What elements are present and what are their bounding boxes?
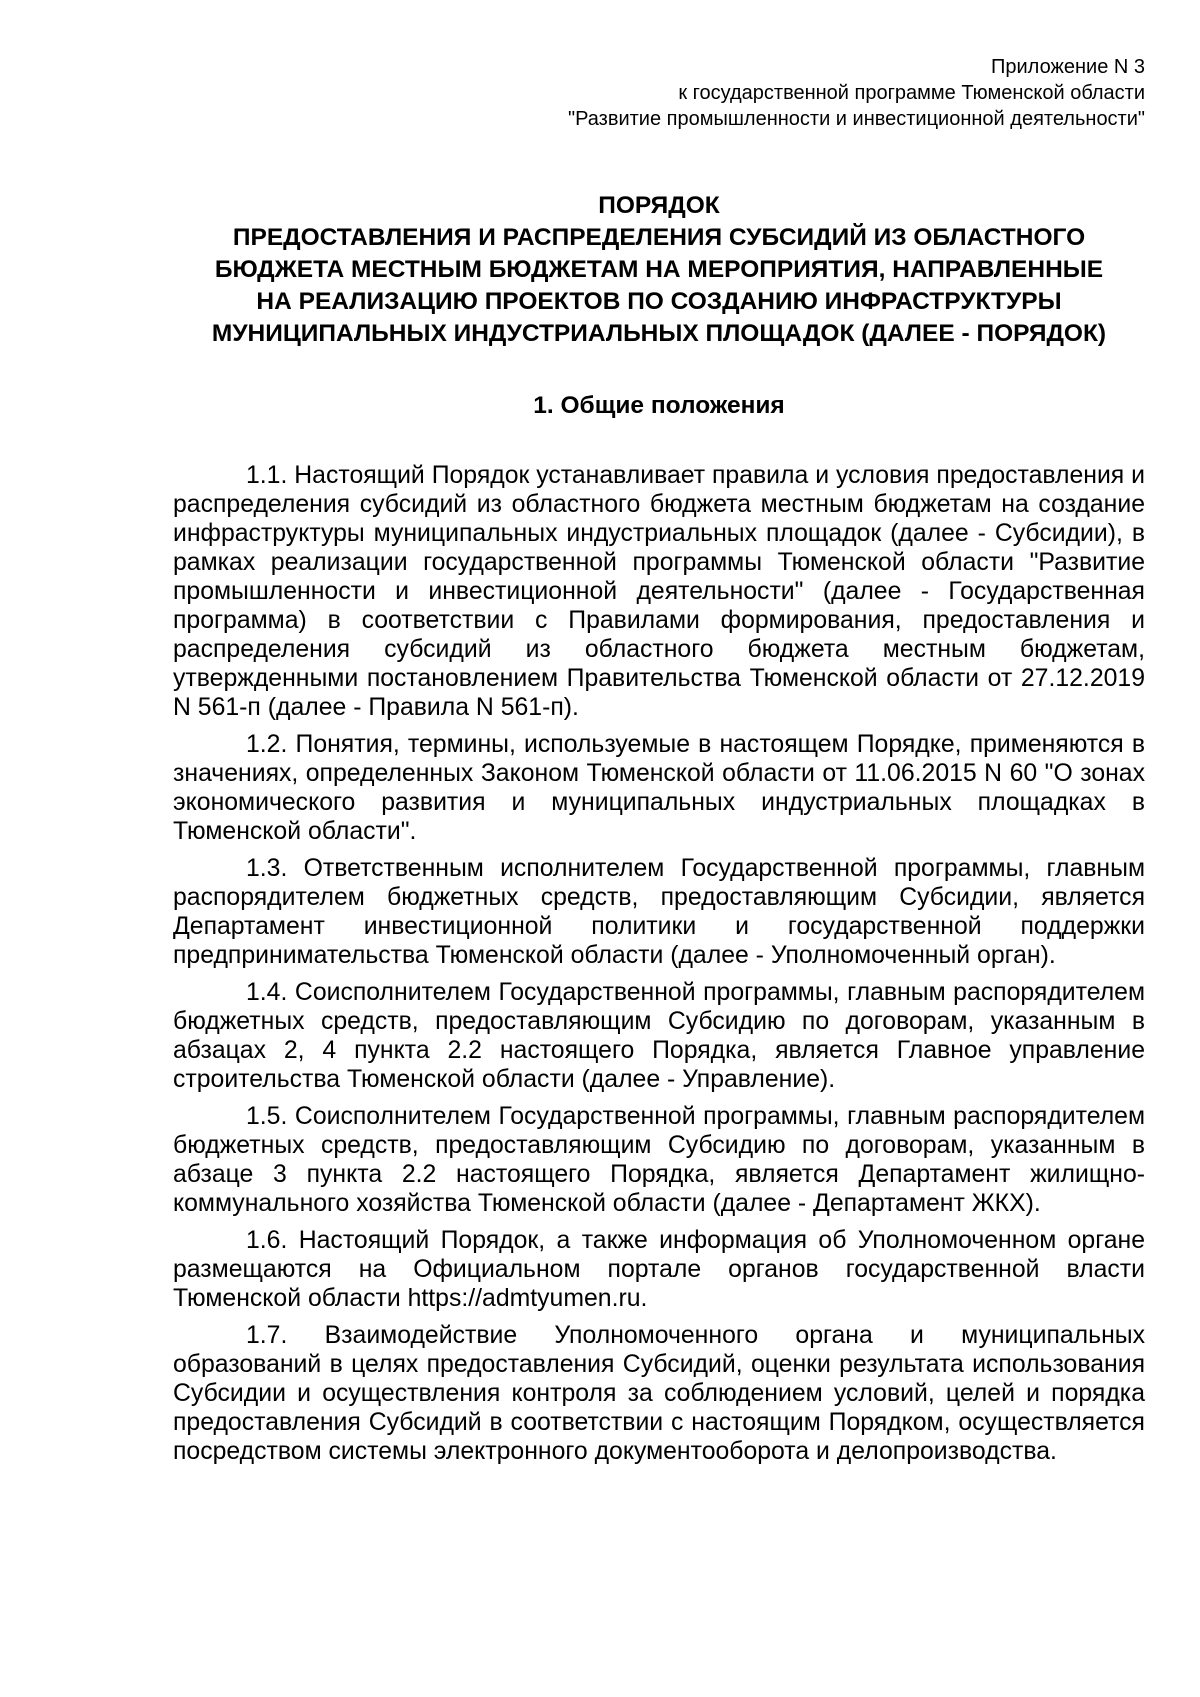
- title-line-5: МУНИЦИПАЛЬНЫХ ИНДУСТРИАЛЬНЫХ ПЛОЩАДОК (ДАЛЕЕ - ПОРЯДОК): [211, 320, 1107, 347]
- paragraph-1-7: 1.7. Взаимодействие Уполномоченного органа и муниципальных образований в целях предоставления Субсидий, оценки результата использования Субсидии и осуществления контроля за соблюдением условий, целей и порядка предоставления Субсидий в соответствии с настоящим Порядком, осуществляется посредством системы электронного документооборота и делопроизводства.: [173, 1322, 1145, 1465]
- appendix-line-2: к государственной программе Тюменской области: [678, 82, 1145, 104]
- document-title: [173, 190, 1145, 350]
- paragraph-1-6: 1.6. Настоящий Порядок, а также информация об Уполномоченном органе размещаются на Официальном портале органов государственной власти Тюменской области https://admtyumen.ru.: [173, 1227, 1145, 1312]
- paragraph-1-3: 1.3. Ответственным исполнителем Государственной программы, главным распорядителем бюджетных средств, предоставляющим Субсидии, является Департамент инвестиционной политики и государственной поддержки предпринимательства Тюменской области (далее - Уполномоченный орган).: [173, 855, 1145, 969]
- paragraph-1-2: 1.2. Понятия, термины, используемые в настоящем Порядке, применяются в значениях, определенных Законом Тюменской области от 11.06.2015 N 60 "О зонах экономического развития и муниципальных индустриальных площадках в Тюменской области".: [173, 731, 1145, 845]
- section-heading: 1. Общие положения: [533, 392, 785, 419]
- paragraph-1-1: 1.1. Настоящий Порядок устанавливает правила и условия предоставления и распределения субсидий из областного бюджета местным бюджетам на создание инфраструктуры муниципальных индустриальных площадок (далее - Субсидии), в рамках реализации государственной программы Тюменской области "Развитие промышленности и инвестиционной деятельности" (далее - Государственная программа) в соответствии с Правилами формирования, предоставления и распределения субсидий из областного бюджета местным бюджетам, утвержденными постановлением Правительства Тюменской области от 27.12.2019 N 561-п (далее - Правила N 561-п).: [173, 462, 1145, 721]
- appendix-line-3: "Развитие промышленности и инвестиционной деятельности": [568, 108, 1145, 130]
- paragraph-list: [173, 461, 1145, 1466]
- title-line-3: БЮДЖЕТА МЕСТНЫМ БЮДЖЕТАМ НА МЕРОПРИЯТИЯ, НАПРАВЛЕННЫЕ: [214, 256, 1104, 283]
- title-line-4: НА РЕАЛИЗАЦИЮ ПРОЕКТОВ ПО СОЗДАНИЮ ИНФРАСТРУКТУРЫ: [256, 288, 1062, 315]
- title-line-1: ПОРЯДОК: [598, 192, 720, 219]
- title-line-2: ПРЕДОСТАВЛЕНИЯ И РАСПРЕДЕЛЕНИЯ СУБСИДИЙ ИЗ ОБЛАСТНОГО: [232, 224, 1086, 251]
- paragraph-1-4: 1.4. Соисполнителем Государственной программы, главным распорядителем бюджетных средств, предоставляющим Субсидию по договорам, указанным в абзацах 2, 4 пункта 2.2 настоящего Порядка, является Главное управление строительства Тюменской области (далее - Управление).: [173, 979, 1145, 1093]
- document-page: [173, 54, 1145, 1474]
- appendix-line-1: Приложение N 3: [991, 56, 1145, 78]
- appendix-note: [173, 54, 1145, 132]
- paragraph-1-5: 1.5. Соисполнителем Государственной программы, главным распорядителем бюджетных средств, предоставляющим Субсидию по договорам, указанным в абзаце 3 пункта 2.2 настоящего Порядка, является Департамент жилищно-коммунального хозяйства Тюменской области (далее - Департамент ЖКХ).: [173, 1103, 1145, 1217]
